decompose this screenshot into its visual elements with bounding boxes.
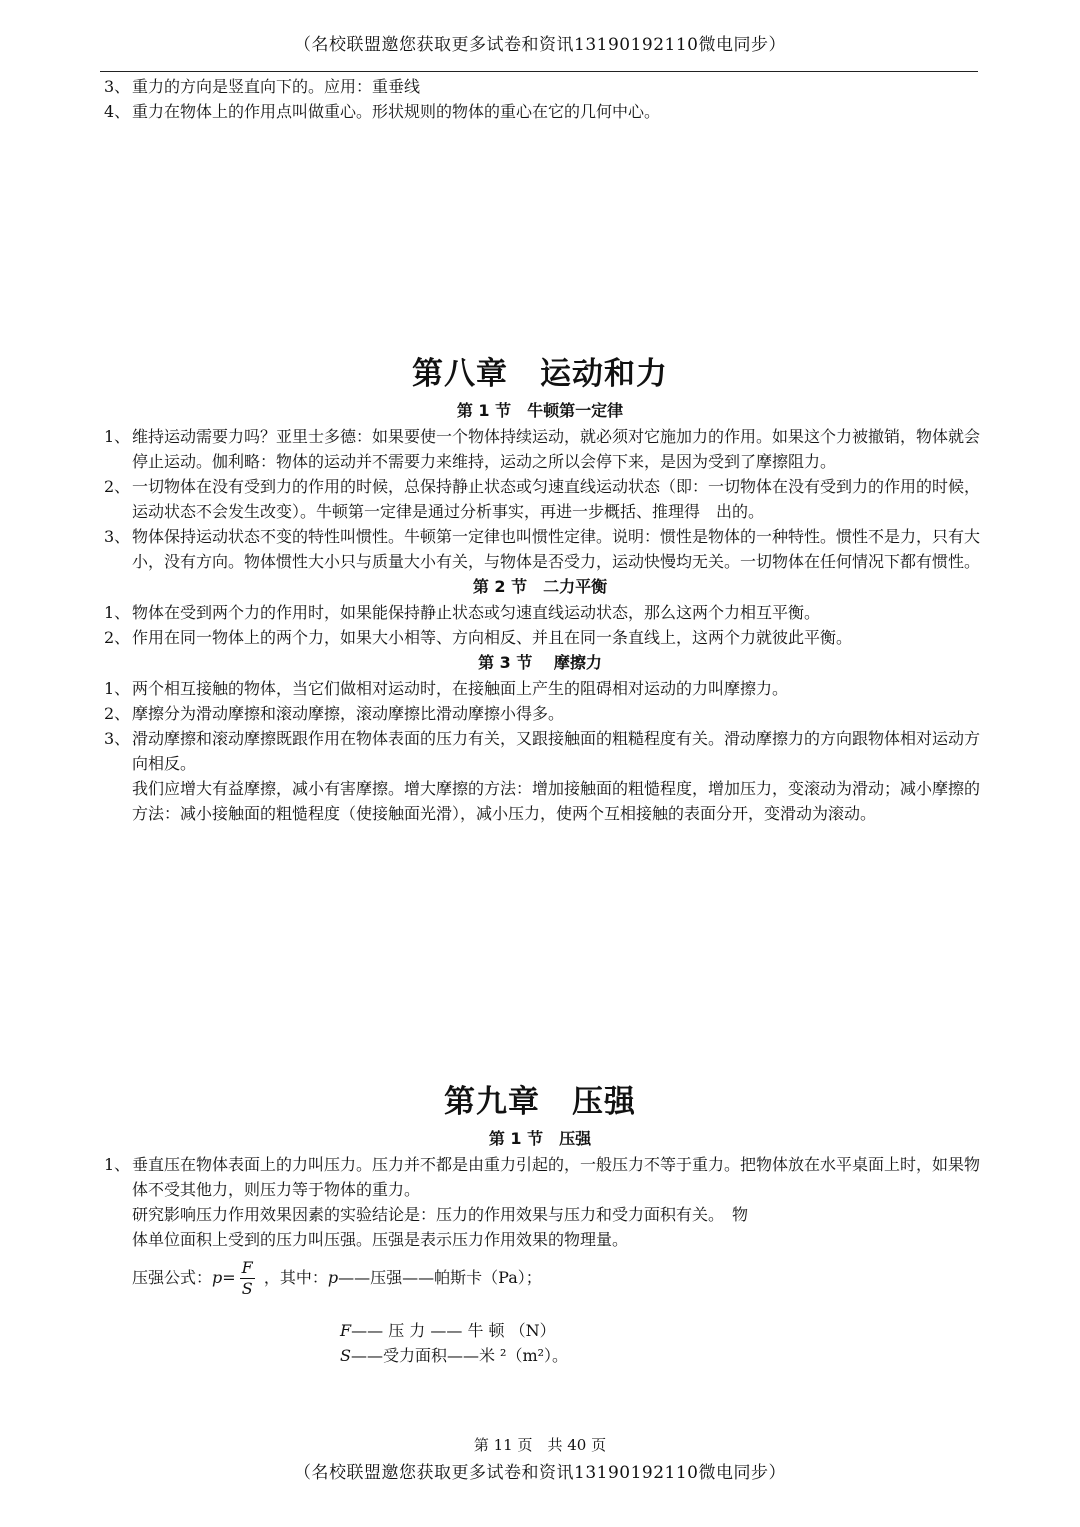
chapter-8-body bbox=[100, 398, 980, 826]
list-item: 1、 物体在受到两个力的作用时，如果能保持静止状态或匀速直线运动状态，那么这两个力相互平衡。 bbox=[104, 603, 821, 622]
top-items bbox=[100, 74, 980, 124]
page-number: 第 11 页 共 40 页 bbox=[473, 1436, 607, 1454]
formula-fraction bbox=[240, 1258, 255, 1299]
section-title: 第 3 节 摩擦力 bbox=[478, 653, 602, 672]
chapter-9-body bbox=[100, 1126, 980, 1368]
list-item: 3、 滑动摩擦和滚动摩擦既跟作用在物体表面的压力有关，又跟接触面的粗糙程度有关。滑动摩擦力的方向跟物体相对运动方向相反。 bbox=[104, 729, 981, 773]
section-title: 第 1 节 压强 bbox=[488, 1129, 592, 1148]
list-item: 1、 两个相互接触的物体，当它们做相对运动时，在接触面上产生的阻碍相对运动的力叫摩擦力。 bbox=[104, 679, 789, 698]
paragraph: 我们应增大有益摩擦，减小有害摩擦。增大摩擦的方法：增加接触面的粗慥程度，增加压力，变滚动为滑动；减小摩擦的方法：减小接触面的粗慥程度（使接触面光滑），减小压力，使两个互相接触的表面分开，变滑动为滚动。 bbox=[132, 779, 981, 823]
formula-where: ，其中： bbox=[263, 1268, 328, 1287]
list-item: 2、 作用在同一物体上的两个力，如果大小相等、方向相反、并且在同一条直线上，这两个力就彼此平衡。 bbox=[104, 628, 853, 647]
section-title: 第 1 节 牛顿第一定律 bbox=[456, 401, 624, 420]
var-f-line: F—— 压 力 —— 牛 顿 （N） bbox=[340, 1321, 556, 1340]
list-item: 1、 垂直压在物体表面上的力叫压力。压力并不都是由重力引起的，一般压力不等于重力。把物体放在水平桌面上时，如果物体不受其他力，则压力等于物体的重力。 bbox=[104, 1155, 981, 1199]
formula-label: 压强公式： bbox=[132, 1268, 213, 1287]
pressure-formula bbox=[100, 1258, 980, 1308]
chapter-8-title: 第八章 运动和力 bbox=[412, 356, 668, 392]
page-header: （名校联盟邀您获取更多试卷和资讯13190192110微电同步） bbox=[294, 35, 786, 55]
page-footer: （名校联盟邀您获取更多试卷和资讯13190192110微电同步） bbox=[294, 1463, 786, 1483]
list-item: 3、 重力的方向是竖直向下的。应用：重垂线 bbox=[104, 77, 421, 96]
fraction-numerator: F bbox=[241, 1258, 253, 1277]
list-item: 3、 物体保持运动状态不变的特性叫惯性。牛顿第一定律也叫惯性定律。说明：惯性是物体的一种特性。惯性不是力，只有大小，没有方向。物体惯性大小只与质量大小有关，与物体是否受力，运动快慢均无关。一切物体在任何情况下都有惯性。 bbox=[104, 527, 981, 571]
fraction-denominator: S bbox=[241, 1279, 253, 1298]
header-divider bbox=[100, 71, 978, 72]
list-item: 2、 摩擦分为滑动摩擦和滚动摩擦，滚动摩擦比滑动摩擦小得多。 bbox=[104, 704, 565, 723]
var-p: p bbox=[327, 1268, 339, 1287]
var-p-desc: ——压强——帕斯卡（Pa）； bbox=[338, 1268, 542, 1287]
section-title: 第 2 节 二力平衡 bbox=[472, 577, 608, 596]
var-s-line: S——受力面积——米 ²（m²）。 bbox=[340, 1346, 569, 1365]
paragraph: 研究影响压力作用效果因素的实验结论是：压力的作用效果与压力和受力面积有关。 物 bbox=[132, 1205, 749, 1224]
formula-lhs: p= bbox=[212, 1268, 236, 1287]
list-item: 4、 重力在物体上的作用点叫做重心。形状规则的物体的重心在它的几何中心。 bbox=[104, 102, 661, 121]
paragraph: 体单位面积上受到的压力叫压强。压强是表示压力作用效果的物理量。 bbox=[132, 1230, 629, 1249]
chapter-9-title: 第九章 压强 bbox=[444, 1084, 636, 1120]
list-item: 2、 一切物体在没有受到力的作用的时候，总保持静止状态或匀速直线运动状态（即：一切物体在没有受到力的作用的时候，运动状态不会发生改变）。牛顿第一定律是通过分析事实，再进一步概括、推理得 出的。 bbox=[104, 477, 981, 521]
list-item: 1、 维持运动需要力吗？亚里士多德：如果要使一个物体持续运动，就必须对它施加力的作用。如果这个力被撤销，物体就会停止运动。伽利略：物体的运动并不需要力来维持，运动之所以会停下来，是因为受到了摩擦阻力。 bbox=[104, 427, 981, 471]
